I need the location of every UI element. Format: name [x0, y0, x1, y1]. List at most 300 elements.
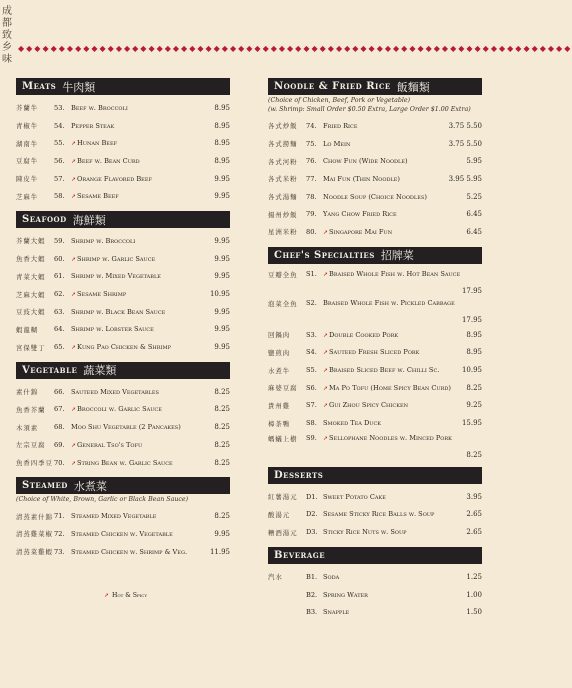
item-name: Yang Chow Fried Rice	[323, 210, 397, 219]
item-name-wrap	[323, 366, 462, 374]
item-number: 66.	[54, 387, 65, 396]
section-title-chinese: 蔬菜類	[83, 364, 117, 378]
item-price: 9.25	[466, 401, 482, 410]
item-price: 8.25	[214, 423, 230, 432]
menu-item	[16, 436, 230, 454]
item-name: Beef w. Bean Curd	[77, 156, 140, 165]
spicy-pepper-icon: ➚	[71, 441, 77, 449]
item-name-wrap	[71, 308, 214, 316]
item-name: Braised Sliced Beef w. Chilli Sc.	[329, 366, 440, 375]
menu-item	[16, 507, 230, 525]
item-number: S6.	[306, 383, 317, 392]
section-note: (Choice of Chicken, Beef, Pork or Vegetable)	[268, 97, 411, 104]
section-title: Meats	[22, 81, 57, 92]
item-price: 8.95	[214, 103, 230, 112]
menu-item	[268, 523, 482, 541]
item-name: Steamed Chicken w. Vegetable	[71, 529, 173, 538]
item-number: 67.	[54, 405, 65, 414]
menu-item	[16, 401, 230, 419]
item-chinese-name: 回鍋肉	[268, 331, 291, 340]
item-chinese-name: 各式炒飯	[268, 122, 298, 131]
spicy-pepper-icon: ➚	[323, 367, 329, 375]
spicy-pepper-icon: ➚	[323, 331, 329, 339]
item-number: 74.	[306, 121, 317, 130]
item-price: 1.25	[466, 572, 482, 581]
menu-item	[268, 568, 482, 586]
menu-item	[268, 361, 482, 379]
item-name-wrap	[323, 193, 466, 201]
item-name: Ma Po Tofu (Home Spicy Bean Curd)	[329, 383, 451, 392]
section-title: Noodle & Fried Rice	[274, 81, 391, 92]
item-chinese-name: 蝦龍糊	[16, 325, 39, 334]
item-name-wrap	[71, 423, 214, 431]
item-chinese-name: 汽水	[268, 573, 283, 582]
menu-item	[268, 117, 482, 135]
item-name: Sellophane Noodles w. Minced Pork	[329, 433, 452, 442]
item-price: 9.95	[214, 192, 230, 201]
spicy-legend	[104, 592, 147, 599]
item-chinese-name: 青椒牛	[16, 122, 39, 131]
spicy-pepper-icon: ➚	[71, 255, 77, 263]
menu-item	[16, 170, 230, 188]
item-number: 70.	[54, 458, 65, 467]
item-price: 8.25	[214, 387, 230, 396]
item-name-wrap	[71, 122, 214, 130]
item-number: 58.	[54, 192, 65, 201]
item-chinese-name: 螞蟻上樹	[268, 434, 298, 443]
item-chinese-name: 酸湯元	[268, 510, 291, 519]
item-chinese-name: 水煮牛	[268, 366, 291, 375]
menu-item	[268, 205, 482, 223]
item-chinese-name: 各式撈麵	[268, 140, 298, 149]
item-price: 17.95	[461, 315, 482, 324]
menu-item	[268, 488, 482, 506]
spicy-pepper-icon: ➚	[71, 175, 77, 183]
item-name-wrap	[71, 272, 214, 280]
item-price: 5.95	[466, 157, 482, 166]
item-number: 61.	[54, 272, 65, 281]
item-name-wrap	[323, 528, 466, 536]
item-price: 9.95	[214, 254, 230, 263]
menu-item	[16, 268, 230, 286]
item-name: Broccoli w. Garlic Sauce	[77, 405, 162, 414]
item-chinese-name: 豆腐牛	[16, 157, 39, 166]
menu-item	[16, 99, 230, 117]
item-chinese-name: 湖南牛	[16, 139, 39, 148]
item-name: Braised Whole Fish w. Pickled Cabbage	[323, 298, 455, 307]
menu-item	[16, 232, 230, 250]
spicy-pepper-icon: ➚	[71, 291, 77, 299]
item-price: 8.25	[214, 458, 230, 467]
item-name-wrap	[71, 157, 214, 165]
item-chinese-name: 芥蘭牛	[16, 104, 39, 113]
item-price: 8.95	[466, 348, 482, 357]
item-price: 9.95	[214, 236, 230, 245]
item-number: D1.	[306, 492, 318, 501]
item-name: Gui Zhou Spicy Chicken	[329, 401, 408, 410]
item-chinese-name: 各式河粉	[268, 157, 298, 166]
section-header-chef	[268, 247, 482, 264]
spicy-pepper-icon: ➚	[323, 349, 329, 357]
item-chinese-name: 樟茶鴨	[268, 419, 291, 428]
item-number: 72.	[54, 529, 65, 538]
item-number: 65.	[54, 343, 65, 352]
spicy-pepper-icon: ➚	[323, 384, 329, 392]
item-name-wrap	[323, 348, 466, 356]
menu-item	[268, 397, 482, 415]
item-name: Beef w. Broccoli	[71, 103, 128, 112]
item-name: Sticky Rice Nuts w. Soup	[323, 528, 407, 537]
item-name: Chow Fun (Wide Noodle)	[323, 157, 408, 166]
item-price: 10.95	[461, 366, 482, 375]
section-seafood	[16, 211, 230, 356]
menu-item	[268, 268, 482, 297]
item-number: S7.	[306, 401, 317, 410]
item-name: Pepper Steak	[71, 121, 115, 130]
item-number: 53.	[54, 103, 65, 112]
item-name-wrap	[71, 388, 214, 396]
menu-item	[268, 297, 482, 326]
item-name: Spring Water	[323, 590, 368, 599]
section-header-noodle	[268, 78, 482, 95]
item-name-wrap	[323, 401, 466, 409]
right-column	[268, 78, 482, 627]
vertical-title-char: 都	[2, 18, 12, 29]
item-price: 3.95	[466, 492, 482, 501]
item-price: 10.95	[209, 290, 230, 299]
section-title: Vegetable	[22, 364, 78, 376]
menu-item	[16, 383, 230, 401]
item-name: Lo Mein	[323, 139, 351, 148]
section-header-meats	[16, 78, 230, 95]
menu-item	[16, 250, 230, 268]
menu-item	[16, 525, 230, 543]
section-header-desserts	[268, 467, 482, 484]
item-number: 64.	[54, 325, 65, 334]
item-price: 1.50	[466, 608, 482, 617]
item-name-wrap	[323, 434, 466, 443]
item-name: Fried Rice	[323, 121, 358, 130]
menu-item	[16, 134, 230, 152]
spicy-pepper-icon: ➚	[71, 459, 77, 467]
item-name: Hunan Beef	[77, 139, 118, 148]
item-name-wrap	[323, 157, 466, 165]
menu-item	[16, 418, 230, 436]
item-chinese-name: 紅薯湯元	[268, 493, 298, 502]
item-number: 77.	[306, 174, 317, 183]
item-price: 3.95 5.95	[448, 174, 482, 183]
item-name: Shrimp w. Broccoli	[71, 236, 136, 245]
item-name-wrap	[71, 290, 210, 298]
item-name-wrap	[71, 255, 214, 263]
item-number: 60.	[54, 254, 65, 263]
legend-label: Hot & Spicy	[112, 592, 147, 599]
item-price: 8.95	[466, 330, 482, 339]
item-number: 55.	[54, 139, 65, 148]
item-name-wrap	[323, 591, 466, 599]
item-price: 2.65	[466, 510, 482, 519]
item-chinese-name: 芝麻大蝦	[16, 290, 46, 299]
item-name-wrap	[323, 573, 466, 581]
spicy-pepper-icon: ➚	[104, 592, 110, 599]
item-chinese-name: 宮保雙丁	[16, 343, 46, 352]
spicy-pepper-icon: ➚	[323, 228, 329, 236]
item-name-wrap	[71, 441, 214, 449]
item-price: 8.95	[214, 139, 230, 148]
menu-item	[16, 321, 230, 339]
item-chinese-name: 芥蘭大蝦	[16, 237, 46, 246]
item-price: 9.95	[214, 272, 230, 281]
item-number: 59.	[54, 236, 65, 245]
item-price: 9.95	[214, 307, 230, 316]
menu-item	[16, 285, 230, 303]
item-name-wrap	[71, 237, 214, 245]
item-price: 3.75 5.50	[448, 139, 482, 148]
spicy-pepper-icon: ➚	[71, 193, 77, 201]
item-number: B3.	[306, 608, 318, 617]
item-name-wrap	[323, 210, 466, 218]
item-chinese-name: 素什錦	[16, 388, 39, 397]
item-name: Braised Whole Fish w. Hot Bean Sauce	[329, 269, 461, 278]
item-chinese-name: 星洲米粉	[268, 228, 298, 237]
section-chef	[268, 247, 482, 461]
item-chinese-name: 鹽煎肉	[268, 348, 291, 357]
item-price: 5.25	[466, 192, 482, 201]
item-name: Shrimp w. Garlic Sauce	[77, 254, 156, 263]
item-chinese-name: 青菜大蝦	[16, 272, 46, 281]
item-name: Shrimp w. Lobster Sauce	[71, 325, 154, 334]
section-title: Steamed	[22, 480, 68, 492]
item-name-wrap	[71, 548, 210, 556]
item-name: Moo Shu Vegetable (2 Pancakes)	[71, 423, 181, 432]
item-chinese-name: 各式米粉	[268, 175, 298, 184]
menu-item	[16, 117, 230, 135]
item-chinese-name: 魚香芥蘭	[16, 405, 46, 414]
item-name: Singapore Mai Fun	[329, 227, 393, 236]
spicy-pepper-icon: ➚	[71, 157, 77, 165]
item-chinese-name: 芝麻牛	[16, 192, 39, 201]
diamond-border: ◆◆◆◆◆◆◆◆◆◆◆◆◆◆◆◆◆◆◆◆◆◆◆◆◆◆◆◆◆◆◆◆◆◆◆◆◆◆◆◆◆◆◆◆◆◆◆◆◆◆◆◆◆◆◆◆◆◆◆◆◆◆◆◆◆◆◆◆	[18, 44, 572, 53]
menu-item	[16, 303, 230, 321]
section-title-chinese: 水煮菜	[73, 479, 107, 493]
section-note: (w. Shrimp: Small Order $0.50 Extra, Large Order $1.00 Extra)	[268, 106, 471, 113]
item-number: S4.	[306, 348, 317, 357]
item-name-wrap	[323, 384, 466, 392]
item-chinese-name: 糟酒湯元	[268, 528, 298, 537]
item-number: 54.	[54, 121, 65, 130]
item-name-wrap	[323, 493, 466, 501]
spicy-pepper-icon: ➚	[323, 270, 329, 278]
item-name-wrap	[323, 175, 449, 183]
section-desserts	[268, 467, 482, 541]
item-chinese-name: 豆瓣全魚	[268, 270, 298, 279]
section-title: Seafood	[22, 214, 67, 226]
menu-item	[268, 506, 482, 524]
item-name-wrap	[71, 530, 214, 538]
item-number: S2.	[306, 298, 317, 307]
item-name: Shrimp w. Mixed Vegetable	[71, 272, 161, 281]
menu-item	[16, 187, 230, 205]
item-price: 8.25	[214, 405, 230, 414]
item-name: Sesame Beef	[77, 192, 119, 201]
item-price: 11.95	[209, 547, 230, 556]
item-name: Snapple	[323, 608, 350, 617]
item-number: 73.	[54, 547, 65, 556]
section-header-vegetable	[16, 362, 230, 379]
section-note: (Choice of White, Brown, Garlic or Black Bean Sauce)	[16, 496, 189, 504]
item-name: Sweet Potato Cake	[323, 492, 386, 501]
item-name: General Tso's Tofu	[77, 440, 143, 449]
item-number: 56.	[54, 156, 65, 165]
section-title-chinese: 飯麵類	[396, 80, 430, 94]
section-header-steamed	[16, 477, 230, 494]
section-title-chinese: 招牌菜	[380, 249, 414, 263]
menu-item	[16, 338, 230, 356]
item-name: Sauteed Fresh Sliced Pork	[329, 348, 420, 357]
item-price: 8.95	[214, 121, 230, 130]
item-number: 63.	[54, 307, 65, 316]
section-beverage	[268, 547, 482, 621]
item-number: 75.	[306, 139, 317, 148]
item-name-wrap	[323, 122, 449, 130]
menu-item	[16, 454, 230, 472]
section-vegetable	[16, 362, 230, 471]
item-name-wrap	[71, 343, 214, 351]
item-name-wrap	[71, 512, 214, 520]
item-chinese-name: 清蒸菜雞蝦	[16, 548, 53, 557]
item-price: 9.95	[214, 343, 230, 352]
item-chinese-name: 魚香四季豆	[16, 459, 53, 468]
menu-item	[268, 223, 482, 241]
item-number: S8.	[306, 419, 317, 428]
item-name: Shrimp w. Black Bean Sauce	[71, 307, 166, 316]
section-title-chinese: 牛肉類	[62, 80, 96, 94]
item-name-wrap	[323, 140, 449, 148]
item-price: 1.00	[466, 590, 482, 599]
item-number: 80.	[306, 227, 317, 236]
menu-item	[268, 586, 482, 604]
menu-item	[268, 379, 482, 397]
menu-item	[268, 326, 482, 344]
item-chinese-name: 清蒸雞菜椒	[16, 530, 53, 539]
item-chinese-name: 泡菜全魚	[268, 299, 298, 308]
item-price: 8.25	[466, 450, 482, 459]
item-number: S5.	[306, 366, 317, 375]
item-number: S1.	[306, 269, 317, 278]
item-number: 57.	[54, 174, 65, 183]
vertical-title-char: 味	[2, 54, 12, 65]
spicy-pepper-icon: ➚	[323, 434, 329, 442]
item-name: Orange Flavored Beef	[77, 174, 152, 183]
item-chinese-name: 清蒸素什錦	[16, 512, 53, 521]
item-name-wrap	[71, 459, 214, 467]
item-price: 15.95	[461, 419, 482, 428]
section-title: Desserts	[274, 469, 324, 481]
spicy-pepper-icon: ➚	[71, 344, 77, 352]
item-price: 9.95	[214, 529, 230, 538]
item-number: S3.	[306, 330, 317, 339]
section-header-beverage	[268, 547, 482, 564]
item-number: 69.	[54, 440, 65, 449]
item-name: Sauteed Mixed Vegetables	[71, 387, 159, 396]
menu-item	[268, 414, 482, 432]
menu-item	[268, 170, 482, 188]
item-name-wrap	[323, 228, 466, 236]
item-chinese-name: 豆豉大蝦	[16, 308, 46, 317]
item-price: 3.75 5.50	[448, 121, 482, 130]
item-name: Steamed Chicken w. Shrimp & Veg.	[71, 547, 188, 556]
item-chinese-name: 揚州炒飯	[268, 210, 298, 219]
menu-item	[16, 543, 230, 561]
item-chinese-name: 貴州雞	[268, 401, 291, 410]
item-number: 76.	[306, 157, 317, 166]
item-name: Sesame Sticky Rice Balls w. Soup	[323, 510, 435, 519]
menu-item	[16, 152, 230, 170]
item-price: 9.95	[214, 174, 230, 183]
item-name-wrap	[323, 299, 462, 308]
item-name: Smoked Tea Duck	[323, 419, 382, 428]
item-name: Steamed Mixed Vegetable	[71, 512, 157, 521]
item-chinese-name: 木須素	[16, 423, 39, 432]
vertical-title-char: 乡	[2, 42, 12, 53]
spicy-pepper-icon: ➚	[323, 402, 329, 410]
item-number: 79.	[306, 210, 317, 219]
item-name-wrap	[71, 104, 214, 112]
section-steamed	[16, 477, 230, 560]
section-title: Chef's Specialties	[274, 249, 375, 261]
item-chinese-name: 陳皮牛	[16, 175, 39, 184]
section-title-chinese: 海鮮類	[72, 213, 106, 227]
menu-item	[268, 432, 482, 461]
item-number: D2.	[306, 510, 318, 519]
item-name: String Bean w. Garlic Sauce	[77, 458, 173, 467]
item-name-wrap	[71, 175, 214, 183]
item-name-wrap	[71, 139, 214, 147]
item-name: Double Cooked Pork	[329, 330, 399, 339]
item-price: 8.25	[214, 512, 230, 521]
item-name: Mai Fun (Thin Noodle)	[323, 174, 400, 183]
item-number: 78.	[306, 192, 317, 201]
item-price: 6.45	[466, 227, 482, 236]
item-name: Kung Pao Chicken & Shrimp	[77, 343, 172, 352]
item-name-wrap	[323, 419, 462, 427]
item-name-wrap	[71, 405, 214, 413]
item-price: 2.65	[466, 528, 482, 537]
item-price: 8.25	[466, 383, 482, 392]
item-number: B1.	[306, 572, 318, 581]
menu-item	[268, 152, 482, 170]
vertical-title-char: 致	[2, 30, 12, 41]
section-noodle	[268, 78, 482, 241]
item-price: 6.45	[466, 210, 482, 219]
menu-item	[268, 135, 482, 153]
item-name-wrap	[323, 608, 466, 616]
item-chinese-name: 麻婆豆腐	[268, 384, 298, 393]
item-number: 68.	[54, 423, 65, 432]
item-price: 8.25	[214, 440, 230, 449]
item-price: 17.95	[461, 286, 482, 295]
item-name: Sesame Shrimp	[77, 290, 127, 299]
spicy-pepper-icon: ➚	[71, 406, 77, 414]
item-chinese-name: 各式湯麵	[268, 193, 298, 202]
item-price: 9.95	[214, 325, 230, 334]
item-name-wrap	[323, 510, 466, 518]
item-number: 62.	[54, 290, 65, 299]
item-name-wrap	[71, 192, 214, 200]
item-number: S9.	[306, 433, 317, 442]
item-price: 8.95	[214, 156, 230, 165]
item-number: D3.	[306, 528, 318, 537]
